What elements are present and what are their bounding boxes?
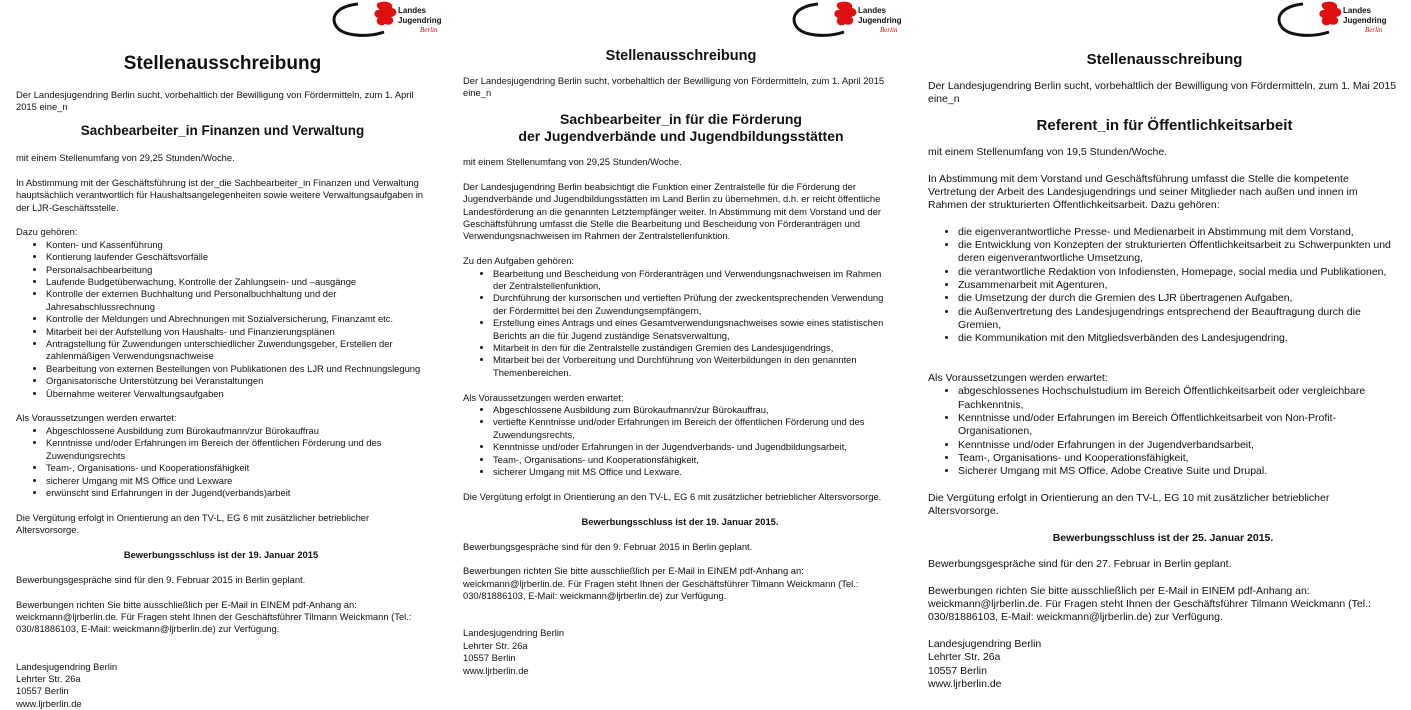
logo-word-1: Landes bbox=[1343, 6, 1372, 15]
list-item: • Konten- und Kassenführung bbox=[46, 239, 426, 251]
tasks-list bbox=[463, 268, 897, 380]
logo-word-2: Jugendring bbox=[398, 16, 442, 25]
address-line: Lehrter Str. 26a bbox=[16, 672, 81, 684]
website-text: www.ljrberlin.de bbox=[928, 677, 1002, 690]
address-line: 10557 Berlin bbox=[463, 652, 516, 664]
intro-text: Der Landesjugendring Berlin sucht, vorbehaltlich der Bewilligung von Fördermitteln, zum 1. Mai 2015 eine_n bbox=[928, 80, 1397, 106]
logo-word-2: Jugendring bbox=[858, 16, 902, 25]
website-text: www.ljrberlin.de bbox=[16, 697, 82, 709]
logo-word-1: Landes bbox=[398, 6, 427, 15]
posting-finance bbox=[0, 0, 445, 709]
position-title: Sachbearbeiter_in Finanzen und Verwaltung bbox=[80, 123, 365, 138]
list-item: • die eigenverantwortliche Presse- und Medienarbeit in Abstimmung mit dem Vorstand, bbox=[958, 226, 1398, 239]
list-item: • Bearbeitung und Bescheidung von Förderanträgen und Verwendungsnachweisen im Rahmen der Zentralstellenfunktion, bbox=[493, 268, 897, 293]
address-line: Lehrter Str. 26a bbox=[928, 651, 1001, 664]
description-text: In Abstimmung mit dem Vorstand und Geschäftsführung umfasst die Stelle die kompetente Vertretung der Arbeit des Landesjugendrings und seiner Mitglieder nach außen und innen im Rahmen der strukturierten Öffentlichkeitsarbeit. Dazu gehören: bbox=[928, 172, 1358, 212]
description-text: In Abstimmung mit der Geschäftsführung ist der_die Sachbearbeiter_in Finanzen und Verwaltung hauptsächlich verantwortlich für Haushaltsangelegenheiten sowie weitere Verwaltungsaufgaben in der LJR-Geschäftsstelle. bbox=[16, 176, 424, 213]
list-item: • abgeschlossenes Hochschulstudium im Bereich Öffentlichkeitsarbeit oder vergleichbare Fachkenntnis, bbox=[958, 385, 1398, 412]
list-item: • Durchführung der kursorischen und vertieften Prüfung der zweckentsprechenden Verwendung der Fördermittel bei den Zuwendungsempfängern, bbox=[493, 292, 897, 317]
list-item: • Abgeschlossene Ausbildung zum Bürokaufmann/zur Bürokauffrau, bbox=[493, 404, 897, 416]
page-title: Stellenausschreibung bbox=[605, 48, 757, 64]
scope-text: mit einem Stellenumfang von 19,5 Stunden/Woche. bbox=[928, 146, 1168, 158]
logo-word-3: Berlin bbox=[420, 26, 438, 34]
list-item: • Zusammenarbeit mit Agenturen, bbox=[958, 279, 1398, 292]
tasks-heading: Dazu gehören: bbox=[16, 226, 78, 238]
address-line: 10557 Berlin bbox=[16, 685, 69, 697]
list-item: • Organisatorische Unterstützung bei Veranstaltungen bbox=[46, 375, 426, 387]
list-item: • Übernahme weiterer Verwaltungsaufgaben bbox=[46, 388, 426, 400]
ljr-logo bbox=[788, 0, 913, 40]
list-item: • Mitarbeit bei der Aufstellung von Haushalts- und Finanzierungsplänen bbox=[46, 326, 426, 338]
apply-text: Bewerbungen richten Sie bitte ausschließlich per E-Mail in EINEM pdf-Anhang an: weickmann@ljrberlin.de. Für Fragen steht Ihnen der Geschäftsführer Tilmann Weickmann (Tel.: 030/81886103, E-Mail: weickmann@ljrberlin.de) zur Verfügung. bbox=[928, 584, 1371, 624]
requirements-heading: Als Voraussetzungen werden erwartet: bbox=[16, 412, 177, 424]
logo-word-2: Jugendring bbox=[1343, 16, 1387, 25]
list-item: • vertiefte Kenntnisse und/oder Erfahrungen im Bereich der öffentlichen Förderung und des Zuwendungsrechts, bbox=[493, 416, 897, 441]
list-item: • Kenntnisse und/oder Erfahrungen im Bereich der öffentlichen Förderung und des Zuwendungsrechts bbox=[46, 437, 426, 462]
list-item: • erwünscht sind Erfahrungen in der Jugend(verbands)arbeit bbox=[46, 487, 426, 499]
scope-text: mit einem Stellenumfang von 29,25 Stunden/Woche. bbox=[16, 152, 235, 163]
posting-body bbox=[16, 152, 426, 710]
pay-text: Die Vergütung erfolgt in Orientierung an den TV-L, EG 6 mit zusätzlicher betrieblicher Altersvorsorge. bbox=[463, 490, 882, 502]
list-item: • Kontrolle der externen Buchhaltung und Personalbuchhaltung und der Jahresabschlussrechnung bbox=[46, 288, 426, 313]
posting-funding bbox=[452, 0, 910, 690]
logo-word-3: Berlin bbox=[1365, 26, 1383, 34]
tasks-heading: Zu den Aufgaben gehören: bbox=[463, 255, 575, 267]
list-item: • Personalsachbearbeitung bbox=[46, 264, 426, 276]
list-item: • sicherer Umgang mit MS Office und Lexware. bbox=[493, 466, 897, 478]
list-item: • Antragstellung für Zuwendungen unterschiedlicher Zuwendungsgeber, Erstellen der zahlenmäßigen Verwendungsnachweise bbox=[46, 338, 426, 363]
logo-word-3: Berlin bbox=[880, 26, 898, 34]
list-item: • Sicherer Umgang mit MS Office, Adobe Creative Suite und Drupal. bbox=[958, 465, 1398, 478]
position-title-line-2: der Jugendverbände und Jugendbildungsstätten bbox=[518, 128, 844, 144]
pay-text: Die Vergütung erfolgt in Orientierung an den TV-L, EG 10 mit zusätzlicher betrieblicher Altersvorsorge. bbox=[928, 491, 1330, 518]
list-item: • die Außenvertretung des Landesjugendrings entsprechend der Beauftragung durch die Gremien, bbox=[958, 306, 1398, 333]
posting-pr bbox=[918, 0, 1411, 690]
pay-text: Die Vergütung erfolgt in Orientierung an den TV-L, EG 6 mit zusätzlicher betrieblicher Altersvorsorge. bbox=[16, 511, 370, 536]
list-item: • Mitarbeit in den für die Zentralstelle zuständigen Gremien des Landesjugendrings, bbox=[493, 342, 897, 354]
requirements-heading: Als Voraussetzungen werden erwartet: bbox=[928, 372, 1108, 385]
list-item: • Bearbeitung von externen Bestellungen von Publikationen des LJR und Rechnungslegung bbox=[46, 363, 426, 375]
requirements-heading: Als Voraussetzungen werden erwartet: bbox=[463, 391, 624, 403]
interviews-text: Bewerbungsgespräche sind für den 9. Februar 2015 in Berlin geplant. bbox=[463, 540, 753, 552]
address-line: Landesjugendring Berlin bbox=[16, 660, 118, 672]
list-item: • die verantwortliche Redaktion von Infodiensten, Homepage, social media und Publikationen, bbox=[958, 266, 1398, 279]
position-title: Referent_in für Öffentlichkeitsarbeit bbox=[1036, 117, 1293, 134]
page-title: Stellenausschreibung bbox=[123, 53, 322, 74]
list-item: • Mitarbeit bei der Vorbereitung und Durchführung von Weiterbildungen in den genannten Themenbereichen. bbox=[493, 354, 897, 379]
list-item: • Kontrolle der Meldungen und Abrechnungen mit Sozialversicherung, Finanzamt etc. bbox=[46, 313, 426, 325]
interviews-text: Bewerbungsgespräche sind für den 9. Februar 2015 in Berlin geplant. bbox=[16, 573, 306, 585]
list-item: • Laufende Budgetüberwachung, Kontrolle der Zahlungsein- und –ausgänge bbox=[46, 276, 426, 288]
requirements-list bbox=[16, 425, 426, 499]
logo-word-1: Landes bbox=[858, 6, 887, 15]
position-title bbox=[452, 111, 910, 145]
address-line: Landesjugendring Berlin bbox=[928, 637, 1042, 650]
list-item: • die Entwicklung von Konzepten der strukturierten Öffentlichkeitsarbeit zu Schwerpunkten und deren eigenverantwortliche Umsetzung, bbox=[958, 239, 1398, 266]
posting-body bbox=[928, 146, 1398, 691]
list-item: • Kenntnisse und/oder Erfahrungen im Bereich Öffentlichkeitsarbeit von Non-Profit-Organisationen, bbox=[958, 412, 1398, 439]
list-item: • Abgeschlossene Ausbildung zum Bürokaufmann/zur Bürokauffrau bbox=[46, 425, 426, 437]
address-line: Lehrter Str. 26a bbox=[463, 639, 528, 651]
list-item: • die Kommunikation mit den Mitgliedsverbänden des Landesjugendring. bbox=[958, 332, 1398, 345]
list-item: • Team-, Organisations- und Kooperationsfähigkeit, bbox=[493, 454, 897, 466]
list-item: • Kenntnisse und/oder Erfahrungen in der Jugendverbandsarbeit, bbox=[958, 439, 1398, 452]
deadline-text: Bewerbungsschluss ist der 19. Januar 2015. bbox=[581, 515, 779, 527]
address-line: 10557 Berlin bbox=[928, 664, 987, 677]
ljr-logo bbox=[328, 0, 453, 40]
requirements-list bbox=[928, 385, 1398, 478]
scope-text: mit einem Stellenumfang von 29,25 Stunden/Woche. bbox=[463, 156, 682, 167]
list-item: • Kenntnisse und/oder Erfahrungen in der Jugendverbands- und Jugendbildungsarbeit, bbox=[493, 441, 897, 453]
intro-text: Der Landesjugendring Berlin sucht, vorbehaltlich der Bewilligung von Fördermitteln, zum 1. April 2015 eine_n bbox=[16, 89, 414, 113]
list-item: • Kontierung laufender Geschäftsvorfälle bbox=[46, 251, 426, 263]
position-title-line-1: Sachbearbeiter_in für die Förderung bbox=[560, 111, 802, 127]
list-item: • Team-, Organisations- und Kooperationsfähigkeit bbox=[46, 462, 426, 474]
list-item: • sicherer Umgang mit MS Office und Lexware bbox=[46, 475, 426, 487]
deadline-text: Bewerbungsschluss ist der 25. Januar 2015. bbox=[1052, 531, 1274, 544]
interviews-text: Bewerbungsgespräche sind für den 27. Februar in Berlin geplant. bbox=[928, 558, 1232, 571]
requirements-list bbox=[463, 404, 897, 478]
list-item: • Erstellung eines Antrags und eines Gesamtverwendungsnachweises sowie eines statistischen Berichts an die für Jugend zuständige Senatsverwaltung, bbox=[493, 317, 897, 342]
address-line: Landesjugendring Berlin bbox=[463, 627, 565, 639]
posting-body bbox=[463, 156, 897, 677]
deadline-text: Bewerbungsschluss ist der 19. Januar 2015 bbox=[123, 548, 319, 560]
tasks-list bbox=[16, 239, 426, 400]
ljr-logo bbox=[1273, 0, 1398, 40]
apply-text: Bewerbungen richten Sie bitte ausschließlich per E-Mail in EINEM pdf-Anhang an: weickmann@ljrberlin.de. Für Fragen steht Ihnen der Geschäftsführer Tilmann Weickmann (Tel.: 030/81886103, E-Mail: weickmann@ljrberlin.de) zur Verfügung. bbox=[16, 598, 412, 635]
website-text: www.ljrberlin.de bbox=[463, 664, 529, 676]
page-title: Stellenausschreibung bbox=[1086, 51, 1243, 68]
intro-text: Der Landesjugendring Berlin sucht, vorbehaltlich der Bewilligung von Fördermitteln, zum 1. April 2015 eine_n bbox=[463, 75, 885, 99]
tasks-list bbox=[928, 226, 1398, 346]
description-text: Der Landesjugendring Berlin beabsichtigt die Funktion einer Zentralstelle für die Förderung der Jugendverbände und Jugendbildungsstätten im Land Berlin zu übernehmen, d.h. er reicht öffentliche Landesförderung an die genannten Letztempfänger weiter. In Abstimmung mit dem Vorstand und der Geschäftsführung umfasst die Stelle die Bearbeitung und Bescheidung von Förderanträgen und Verwendungsnachweisen im Rahmen der Zentralstellenfunktion. bbox=[463, 180, 881, 242]
list-item: • Team-, Organisations- und Kooperationsfähigkeit, bbox=[958, 452, 1398, 465]
list-item: • die Umsetzung der durch die Gremien des LJR übertragenen Aufgaben, bbox=[958, 292, 1398, 305]
apply-text: Bewerbungen richten Sie bitte ausschließlich per E-Mail in EINEM pdf-Anhang an: weickmann@ljrberlin.de. Für Fragen steht Ihnen der Geschäftsführer Tilmann Weickmann (Tel.: 030/81886103, E-Mail: weickmann@ljrberlin.de) zur Verfügung. bbox=[463, 565, 859, 602]
